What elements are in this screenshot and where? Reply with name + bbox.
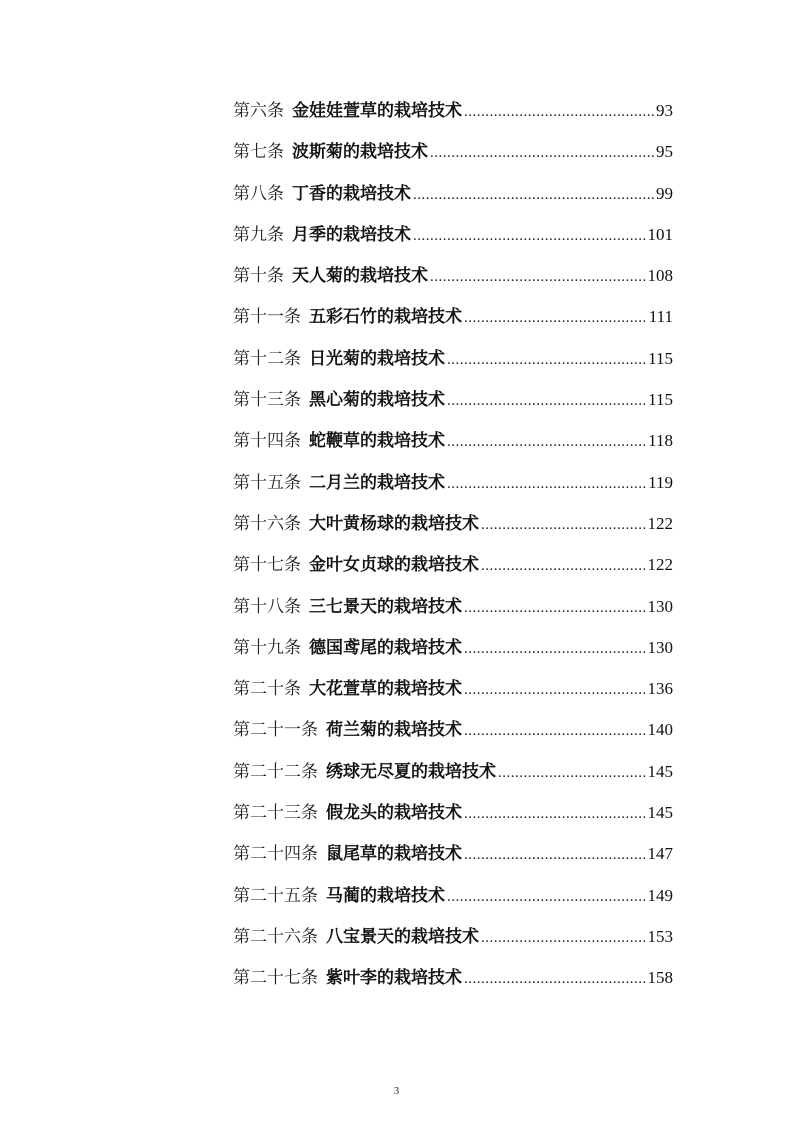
toc-entry-page: 136 [647, 679, 673, 699]
toc-dot-leader [481, 918, 646, 959]
toc-dot-leader [464, 588, 646, 629]
toc-entry-number: 第二十六条 [233, 926, 318, 947]
toc-entry-number: 第十条 [233, 266, 284, 287]
toc-entry[interactable] [233, 709, 673, 750]
toc-dot-leader [447, 381, 646, 422]
toc-entry-number: 第二十四条 [233, 844, 318, 865]
toc-entry[interactable] [233, 379, 673, 420]
toc-entry-title: 马蔺的栽培技术 [326, 885, 445, 906]
toc-dot-leader [464, 670, 646, 711]
toc-entry-number: 第二十一条 [233, 720, 318, 741]
toc-entry-number: 第六条 [233, 101, 284, 121]
toc-entry-title: 假龙头的栽培技术 [326, 803, 462, 824]
toc-entry-page: 158 [647, 968, 673, 988]
toc-entry[interactable] [233, 255, 673, 296]
toc-dot-leader [481, 546, 646, 587]
toc-entry-page: 115 [648, 348, 673, 368]
toc-entry-page: 111 [648, 307, 673, 327]
toc-entry[interactable] [233, 131, 673, 172]
toc-entry-title: 丁香的栽培技术 [292, 183, 411, 204]
toc-entry-number: 第十四条 [233, 431, 301, 452]
toc-dot-leader [430, 257, 646, 298]
toc-entry-title: 金叶女贞球的栽培技术 [309, 555, 479, 576]
toc-entry-title: 大花萱草的栽培技术 [309, 679, 462, 700]
toc-entry-number: 第七条 [233, 142, 284, 163]
toc-entry-page: 153 [647, 926, 673, 946]
toc-entry-page: 130 [647, 596, 673, 616]
toc-dot-leader [464, 835, 646, 876]
toc-entry-page: 108 [647, 266, 673, 286]
toc-entry[interactable] [233, 957, 673, 998]
toc-entry-number: 第二十三条 [233, 803, 318, 824]
toc-entry-title: 波斯菊的栽培技术 [292, 142, 428, 163]
toc-entry-number: 第二十二条 [233, 761, 318, 782]
toc-entry[interactable] [233, 544, 673, 585]
toc-entry-page: 140 [647, 720, 673, 740]
toc-entry[interactable] [233, 627, 673, 668]
toc-entry-number: 第九条 [233, 224, 284, 245]
toc-entry[interactable] [233, 668, 673, 709]
toc-entry-title: 荷兰菊的栽培技术 [326, 720, 462, 741]
toc-dot-leader [464, 959, 646, 1000]
toc-entry[interactable] [233, 586, 673, 627]
toc-entry-number: 第八条 [233, 183, 284, 204]
toc-entry-number: 第十一条 [233, 307, 301, 328]
toc-entry-page: 119 [648, 472, 673, 492]
toc-entry-title: 鼠尾草的栽培技术 [326, 844, 462, 865]
toc-entry-title: 三七景天的栽培技术 [309, 596, 462, 617]
toc-entry-title: 德国鸢尾的栽培技术 [309, 637, 462, 658]
toc-entry-title: 月季的栽培技术 [292, 224, 411, 245]
toc-entry[interactable] [233, 90, 673, 131]
toc-entry-page: 122 [647, 555, 673, 575]
toc-entry-title: 蛇鞭草的栽培技术 [309, 431, 445, 452]
toc-entry-page: 99 [656, 183, 673, 203]
toc-entry-page: 115 [648, 390, 673, 410]
toc-entry[interactable] [233, 296, 673, 337]
toc-entry-title: 日光菊的栽培技术 [309, 348, 445, 369]
toc-entry[interactable] [233, 875, 673, 916]
toc-entry[interactable] [233, 751, 673, 792]
toc-dot-leader [413, 216, 646, 257]
toc-entry[interactable] [233, 503, 673, 544]
toc-entry-page: 93 [656, 101, 673, 120]
toc-entry-number: 第十二条 [233, 348, 301, 369]
toc-dot-leader [464, 92, 654, 133]
toc-entry[interactable] [233, 916, 673, 957]
toc-entry-title: 天人菊的栽培技术 [292, 266, 428, 287]
toc-entry-number: 第十九条 [233, 637, 301, 658]
toc-entry-title: 紫叶李的栽培技术 [326, 968, 462, 989]
toc-entry[interactable] [233, 420, 673, 461]
toc-entry[interactable] [233, 173, 673, 214]
toc-entry-title: 绣球无尽夏的栽培技术 [326, 761, 496, 782]
toc-entry[interactable] [233, 833, 673, 874]
toc-entry-number: 第二十条 [233, 679, 301, 700]
toc-entry[interactable] [233, 338, 673, 379]
toc-entry[interactable] [233, 214, 673, 255]
toc-entry-page: 122 [647, 513, 673, 533]
toc-dot-leader [447, 422, 646, 463]
toc-dot-leader [447, 877, 646, 918]
toc-entry[interactable] [233, 462, 673, 503]
toc-dot-leader [464, 711, 646, 752]
toc-dot-leader [430, 133, 654, 174]
toc-dot-leader [464, 794, 646, 835]
toc-entry-number: 第二十七条 [233, 968, 318, 989]
toc-entry-title: 五彩石竹的栽培技术 [309, 307, 462, 328]
toc-entry-number: 第十三条 [233, 390, 301, 411]
toc-dot-leader [498, 753, 646, 794]
toc-entry-page: 118 [648, 431, 673, 451]
toc-entry-number: 第十六条 [233, 513, 301, 534]
toc-entry-number: 第十八条 [233, 596, 301, 617]
toc-entry-page: 145 [647, 803, 673, 823]
toc-entry-page: 145 [647, 761, 673, 781]
toc-dot-leader [413, 175, 654, 216]
toc-entry-number: 第二十五条 [233, 885, 318, 906]
toc-dot-leader [464, 629, 646, 670]
toc-entry[interactable] [233, 792, 673, 833]
toc-entry-page: 149 [647, 885, 673, 905]
toc-entry-number: 第十五条 [233, 472, 301, 493]
toc-entry-title: 大叶黄杨球的栽培技术 [309, 513, 479, 534]
toc-entry-title: 八宝景天的栽培技术 [326, 926, 479, 947]
toc-entry-title: 二月兰的栽培技术 [309, 472, 445, 493]
toc-dot-leader [447, 464, 646, 505]
toc-entry-page: 130 [647, 637, 673, 657]
toc-entry-page: 101 [647, 224, 673, 244]
table-of-contents [233, 90, 673, 999]
toc-entry-number: 第十七条 [233, 555, 301, 576]
toc-dot-leader [481, 505, 646, 546]
toc-entry-title: 黑心菊的栽培技术 [309, 390, 445, 411]
toc-entry-page: 147 [647, 844, 673, 864]
toc-entry-page: 95 [656, 142, 673, 162]
toc-dot-leader [447, 340, 646, 381]
toc-dot-leader [464, 298, 647, 339]
page-number: 3 [393, 1085, 400, 1097]
toc-entry-title: 金娃娃萱草的栽培技术 [292, 101, 462, 121]
